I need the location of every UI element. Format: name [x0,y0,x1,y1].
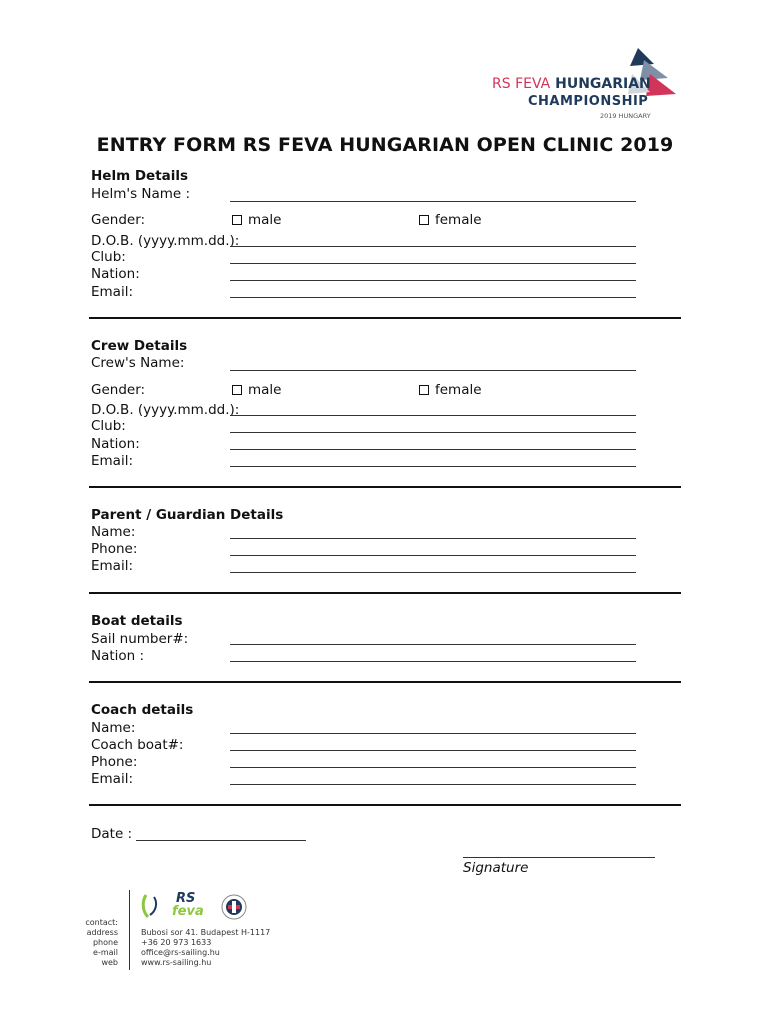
parent-email-label: Email: [91,558,134,574]
helm-club-label: Club: [91,249,126,265]
section-divider [89,592,681,594]
coach-boat-label: Coach boat#: [91,737,184,753]
footer-address-label: address [86,928,118,937]
date-line[interactable] [136,840,306,841]
helm-nation-line[interactable] [230,280,636,281]
coach-email-line[interactable] [230,784,636,785]
footer-labels [60,918,118,968]
crew-male-option[interactable] [232,382,281,398]
helm-female-option[interactable] [419,212,482,228]
footer-web-label: web [101,958,118,967]
parent-phone-line[interactable] [230,555,636,556]
crew-dob-label: D.O.B. (yyyy.mm.dd.): [91,402,240,418]
parent-heading: Parent / Guardian Details [91,507,284,523]
checkbox-icon[interactable] [232,385,242,395]
helm-female-label: female [435,212,482,228]
parent-name-label: Name: [91,524,136,540]
rs-feva-logo-rs: RS [176,891,196,906]
section-divider [89,486,681,488]
boat-heading: Boat details [91,613,183,629]
boat-nation-line[interactable] [230,661,636,662]
coach-boat-line[interactable] [230,750,636,751]
crew-nation-line[interactable] [230,449,636,450]
parent-phone-label: Phone: [91,541,138,557]
checkbox-icon[interactable] [419,385,429,395]
helm-email-line[interactable] [230,297,636,298]
crew-male-label: male [248,382,282,398]
coach-heading: Coach details [91,702,194,718]
crew-club-label: Club: [91,418,126,434]
section-divider [89,317,681,319]
section-divider [89,804,681,806]
footer-web-value: www.rs-sailing.hu [141,958,212,967]
championship-logo [490,44,690,124]
footer-values [141,918,301,968]
parent-email-line[interactable] [230,572,636,573]
section-divider [89,681,681,683]
crew-female-option[interactable] [419,382,482,398]
coach-phone-line[interactable] [230,767,636,768]
coach-name-label: Name: [91,720,136,736]
boat-nation-label: Nation : [91,648,145,664]
helm-nation-label: Nation: [91,266,140,282]
signature-line[interactable] [463,857,655,858]
crew-dob-line[interactable] [230,415,636,416]
crew-email-label: Email: [91,453,134,469]
footer-phone-label: phone [92,938,118,947]
checkbox-icon[interactable] [419,215,429,225]
crew-heading: Crew Details [91,338,188,354]
boat-sail-label: Sail number#: [91,631,189,647]
helm-dob-line[interactable] [230,246,636,247]
coach-email-label: Email: [91,771,134,787]
logo-hungarian: HUNGARIAN [555,76,651,92]
checkbox-icon[interactable] [232,215,242,225]
crew-name-label: Crew's Name: [91,355,185,371]
helm-name-line[interactable] [230,201,636,202]
crew-gender-label: Gender: [91,382,146,398]
logo-rs-feva: RS FEVA [492,76,551,92]
date-label: Date : [91,826,133,842]
helm-male-label: male [248,212,282,228]
helm-name-label: Helm's Name : [91,186,191,202]
helm-email-label: Email: [91,284,134,300]
crew-email-line[interactable] [230,466,636,467]
footer-phone-value: +36 20 973 1633 [141,938,212,947]
helm-heading: Helm Details [91,168,189,184]
coach-phone-label: Phone: [91,754,138,770]
page-title: ENTRY FORM RS FEVA HUNGARIAN OPEN CLINIC 2019 [96,134,674,156]
helm-club-line[interactable] [230,263,636,264]
footer-divider [129,890,130,970]
helm-male-option[interactable] [232,212,281,228]
logo-year: 2019 HUNGARY [600,112,651,120]
crew-female-label: female [435,382,482,398]
footer-email-label: e-mail [93,948,118,957]
association-seal-icon [220,893,248,921]
rs-feva-logo-feva: feva [172,904,204,919]
parent-name-line[interactable] [230,538,636,539]
rs-feva-logo [172,892,212,922]
footer-email-value: office@rs-sailing.hu [141,948,220,957]
signature-label: Signature [463,860,529,876]
boat-sail-line[interactable] [230,644,636,645]
crew-name-line[interactable] [230,370,636,371]
crew-nation-label: Nation: [91,436,140,452]
helm-dob-label: D.O.B. (yyyy.mm.dd.): [91,233,240,249]
coach-name-line[interactable] [230,733,636,734]
helm-gender-label: Gender: [91,212,146,228]
crew-club-line[interactable] [230,432,636,433]
logo-championship: CHAMPIONSHIP [528,94,649,109]
footer-contact-label: contact: [85,918,118,927]
club-logo-icon [140,893,162,919]
footer-address-value: Bubosi sor 41. Budapest H-1117 [141,928,271,937]
